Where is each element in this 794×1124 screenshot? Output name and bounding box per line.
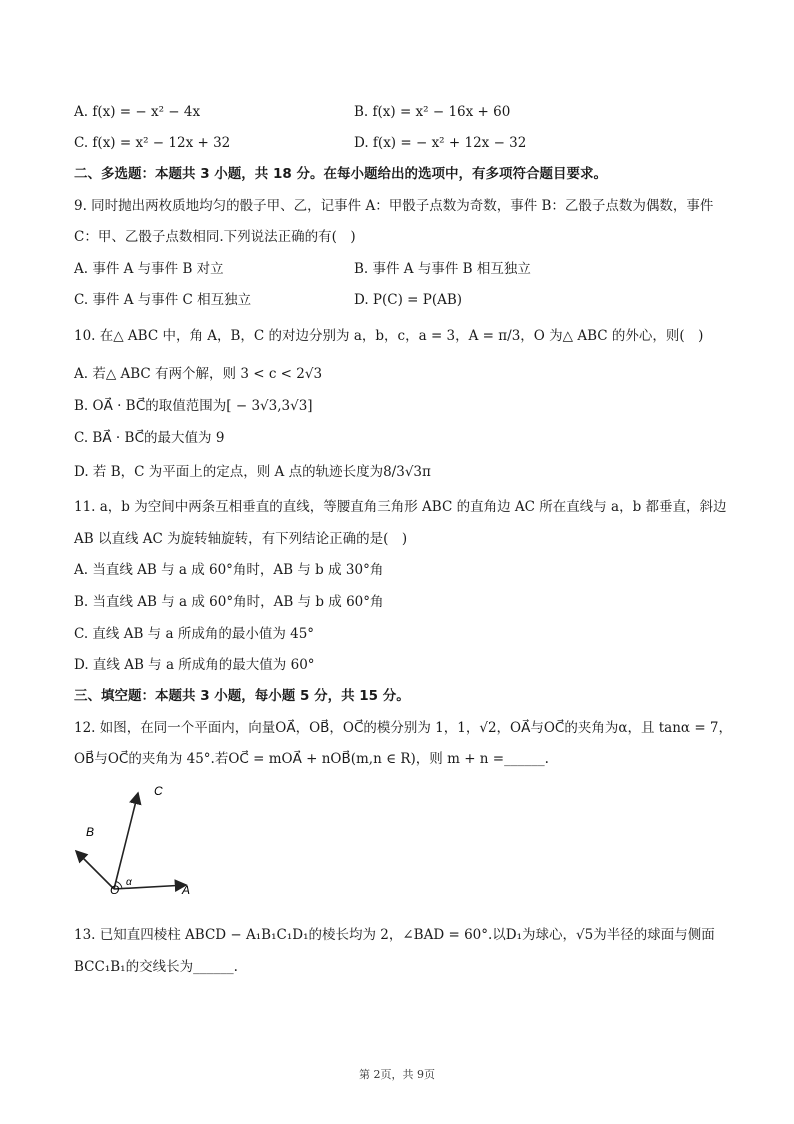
q8-option-a: A. f(x) = − x² − 4x xyxy=(74,104,201,120)
q10-option-b: B. OA⃗ · BC⃗的取值范围为[ − 3√3,3√3] xyxy=(74,398,313,414)
q11-stem-line2: AB 以直线 AC 为旋转轴旋转，有下列结论正确的是( ) xyxy=(74,531,408,547)
vector-oa xyxy=(114,885,186,889)
label-o: O xyxy=(110,883,120,895)
label-b: B xyxy=(86,825,95,839)
q8-option-b: B. f(x) = x² − 16x + 60 xyxy=(354,104,511,120)
q9-stem-line2: C：甲、乙骰子点数相同.下列说法正确的有( ) xyxy=(74,229,356,245)
q9-option-a: A. 事件 A 与事件 B 对立 xyxy=(74,261,224,277)
q10-option-c: C. BA⃗ · BC⃗的最大值为 9 xyxy=(74,430,225,446)
q8-option-d: D. f(x) = − x² + 12x − 32 xyxy=(354,135,527,151)
q12-stem-line2: OB⃗与OC⃗的夹角为 45°.若OC⃗ = mOA⃗ + nOB⃗(m,n ∈ R)，则 m + n =______. xyxy=(74,751,549,767)
q12-vector-figure xyxy=(66,775,206,895)
q9-option-c: C. 事件 A 与事件 C 相互独立 xyxy=(74,292,252,308)
vector-oc xyxy=(114,793,138,889)
q11-option-a: A. 当直线 AB 与 a 成 60°角时，AB 与 b 成 30°角 xyxy=(74,562,384,578)
section2-title: 二、多选题：本题共 3 小题，共 18 分。在每小题给出的选项中，有多项符合题目要求。 xyxy=(74,166,607,182)
q12-stem-line1: 12. 如图，在同一个平面内，向量OA⃗，OB⃗，OC⃗的模分别为 1，1，√2，OA⃗与OC⃗的夹角为α，且 tanα = 7， xyxy=(74,720,733,736)
label-a: A xyxy=(182,883,191,895)
page-footer: 第 2页，共 9页 xyxy=(359,1068,435,1081)
q11-option-d: D. 直线 AB 与 a 所成角的最大值为 60° xyxy=(74,657,315,673)
q8-option-c: C. f(x) = x² − 12x + 32 xyxy=(74,135,231,151)
q9-option-d: D. P(C) = P(AB) xyxy=(354,292,463,308)
section3-title: 三、填空题：本题共 3 小题，每小题 5 分，共 15 分。 xyxy=(74,688,410,704)
q13-stem-line1: 13. 已知直四棱柱 ABCD − A₁B₁C₁D₁的棱长均为 2，∠BAD = 60°.以D₁为球心，√5为半径的球面与侧面 xyxy=(74,927,715,943)
q10-option-a: A. 若△ ABC 有两个解，则 3 < c < 2√3 xyxy=(74,366,323,382)
q11-stem-line1: 11. a，b 为空间中两条互相垂直的直线，等腰直角三角形 ABC 的直角边 AC 所在直线与 a，b 都垂直，斜边 xyxy=(74,499,727,515)
label-c: C xyxy=(154,784,163,798)
q9-option-b: B. 事件 A 与事件 B 相互独立 xyxy=(354,261,531,277)
q11-option-b: B. 当直线 AB 与 a 成 60°角时，AB 与 b 成 60°角 xyxy=(74,594,384,610)
q13-stem-line2: BCC₁B₁的交线长为______. xyxy=(74,959,238,975)
q10-option-d: D. 若 B，C 为平面上的定点，则 A 点的轨迹长度为8/3√3π xyxy=(74,464,431,480)
q10-stem: 10. 在△ ABC 中，角 A，B，C 的对边分别为 a，b，c，a = 3，A = π/3，O 为△ ABC 的外心，则( ) xyxy=(74,328,704,344)
vector-ob xyxy=(76,851,114,889)
q9-stem-line1: 9. 同时抛出两枚质地均匀的骰子甲、乙，记事件 A：甲骰子点数为奇数，事件 B：乙骰子点数为偶数，事件 xyxy=(74,198,714,214)
label-alpha: α xyxy=(126,877,132,888)
q11-option-c: C. 直线 AB 与 a 所成角的最小值为 45° xyxy=(74,626,315,642)
